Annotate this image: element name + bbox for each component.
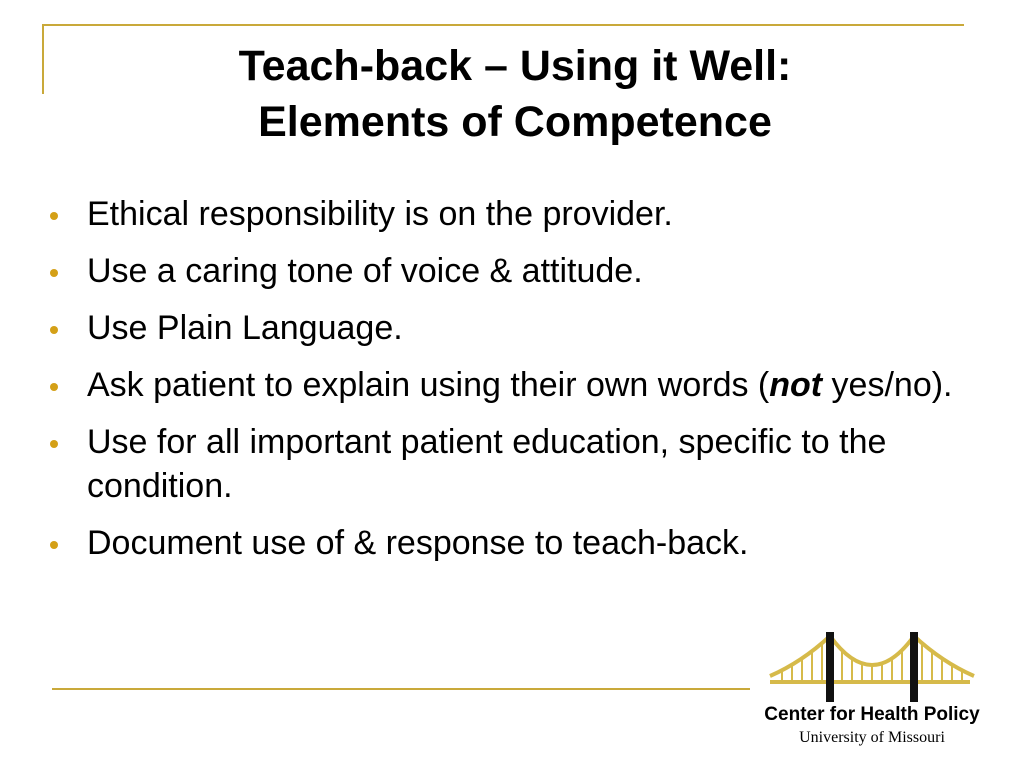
bullet-text-after: yes/no). [822, 366, 953, 404]
slide-title-line-2: Elements of Competence [258, 98, 772, 146]
bullet-item [44, 306, 974, 350]
bullet-text: Use Plain Language. [87, 309, 403, 347]
center-for-health-policy-logo [752, 632, 992, 752]
bullet-item [44, 521, 974, 565]
bullet-text: Document use of & response to teach-back. [87, 524, 749, 562]
slide-title [60, 38, 970, 150]
bullet-dot [50, 383, 58, 391]
bullet-dot [50, 541, 58, 549]
bullet-item [44, 192, 974, 236]
bullet-dot [50, 326, 58, 334]
frame-left-line [42, 24, 44, 94]
bullet-text: Use a caring tone of voice & attitude. [87, 252, 643, 290]
bullet-dot [50, 212, 58, 220]
bullet-text: Ethical responsibility is on the provider. [87, 195, 673, 233]
bullet-text-before: Ask patient to explain using their own words ( [87, 366, 770, 404]
bullet-item [44, 363, 974, 407]
bullet-item [44, 420, 974, 508]
logo-subtitle: University of Missouri [799, 729, 945, 746]
bullet-emphasis: not [769, 366, 823, 404]
bullet-text: Use for all important patient education, specific to the condition. [87, 423, 887, 505]
frame-bottom-line [52, 688, 750, 690]
frame-top-line [42, 24, 964, 26]
logo-name: Center for Health Policy [764, 704, 980, 725]
bullet-dot [50, 440, 58, 448]
bridge-icon [752, 632, 992, 702]
bullet-list [44, 192, 974, 578]
bullet-dot [50, 269, 58, 277]
slide-title-line-1: Teach-back – Using it Well: [238, 42, 792, 90]
bullet-item [44, 249, 974, 293]
